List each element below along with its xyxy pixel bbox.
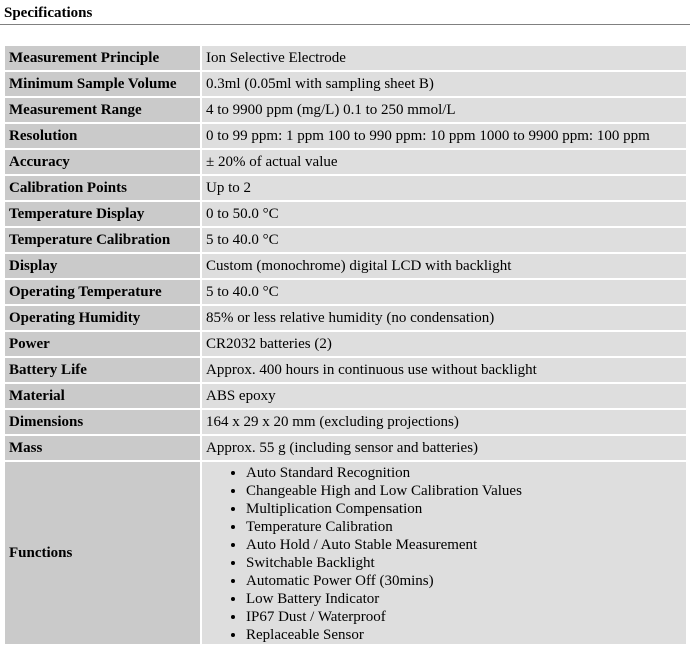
table-row-dimensions <box>5 410 686 434</box>
spec-value: Approx. 55 g (including sensor and batteries) <box>202 436 686 460</box>
spec-label: Operating Humidity <box>5 306 202 330</box>
spec-label: Dimensions <box>5 410 202 434</box>
list-item: • Automatic Power Off (30mins) <box>246 572 682 590</box>
spec-value: CR2032 batteries (2) <box>202 332 686 356</box>
spec-value: 164 x 29 x 20 mm (excluding projections) <box>202 410 686 434</box>
list-item: • IP67 Dust / Waterproof <box>246 608 682 626</box>
spec-label: Functions <box>5 462 202 644</box>
spec-label: Measurement Range <box>5 98 202 122</box>
spec-label: Temperature Display <box>5 202 202 226</box>
spec-value: 0.3ml (0.05ml with sampling sheet B) <box>202 72 686 96</box>
spec-label: Temperature Calibration <box>5 228 202 252</box>
list-item: • Auto Hold / Auto Stable Measurement <box>246 536 682 554</box>
spec-label: Measurement Principle <box>5 46 202 70</box>
spec-value: 85% or less relative humidity (no condensation) <box>202 306 686 330</box>
table-row-operating-humidity <box>5 306 686 330</box>
spec-value: 5 to 40.0 °C <box>202 280 686 304</box>
table-row-measurement-principle <box>5 46 686 70</box>
spec-value: Up to 2 <box>202 176 686 200</box>
spec-value: 5 to 40.0 °C <box>202 228 686 252</box>
spec-label: Accuracy <box>5 150 202 174</box>
list-item: • Auto Standard Recognition <box>246 464 682 482</box>
spec-label: Material <box>5 384 202 408</box>
spec-label: Display <box>5 254 202 278</box>
spec-value: Custom (monochrome) digital LCD with backlight <box>202 254 686 278</box>
spec-value: ABS epoxy <box>202 384 686 408</box>
spec-label: Resolution <box>5 124 202 148</box>
table-row-display <box>5 254 686 278</box>
table-row-temperature-display <box>5 202 686 226</box>
table-row-material <box>5 384 686 408</box>
table-row-mass <box>5 436 686 460</box>
table-row-minimum-sample-volume <box>5 72 686 96</box>
list-item: • Temperature Calibration <box>246 518 682 536</box>
table-row-resolution <box>5 124 686 148</box>
spec-value: 4 to 9900 ppm (mg/L) 0.1 to 250 mmol/L <box>202 98 686 122</box>
page-title: Specifications <box>4 5 93 21</box>
spec-label: Mass <box>5 436 202 460</box>
spec-label: Calibration Points <box>5 176 202 200</box>
list-item: • Changeable High and Low Calibration Values <box>246 482 682 500</box>
table-row-battery-life <box>5 358 686 382</box>
spec-value: ± 20% of actual value <box>202 150 686 174</box>
table-row-power <box>5 332 686 356</box>
functions-list <box>206 462 682 644</box>
spec-value: Ion Selective Electrode <box>202 46 686 70</box>
spec-value: 0 to 50.0 °C <box>202 202 686 226</box>
spec-value: 0 to 99 ppm: 1 ppm 100 to 990 ppm: 10 ppm 1000 to 9900 ppm: 100 ppm <box>202 124 686 148</box>
specifications-table <box>5 44 686 646</box>
table-row-accuracy <box>5 150 686 174</box>
table-row-measurement-range <box>5 98 686 122</box>
list-item: • Multiplication Compensation <box>246 500 682 518</box>
table-row-temperature-calibration <box>5 228 686 252</box>
list-item: • Replaceable Sensor <box>246 626 682 644</box>
list-item: • Switchable Backlight <box>246 554 682 572</box>
table-row-functions <box>5 462 686 644</box>
spec-label: Power <box>5 332 202 356</box>
table-row-calibration-points <box>5 176 686 200</box>
header-divider <box>0 24 690 25</box>
specifications-header <box>0 0 690 26</box>
list-item: • Low Battery Indicator <box>246 590 682 608</box>
spec-label: Minimum Sample Volume <box>5 72 202 96</box>
spec-value-functions <box>202 462 686 644</box>
table-row-operating-temperature <box>5 280 686 304</box>
spec-label: Battery Life <box>5 358 202 382</box>
spec-value: Approx. 400 hours in continuous use without backlight <box>202 358 686 382</box>
spec-label: Operating Temperature <box>5 280 202 304</box>
